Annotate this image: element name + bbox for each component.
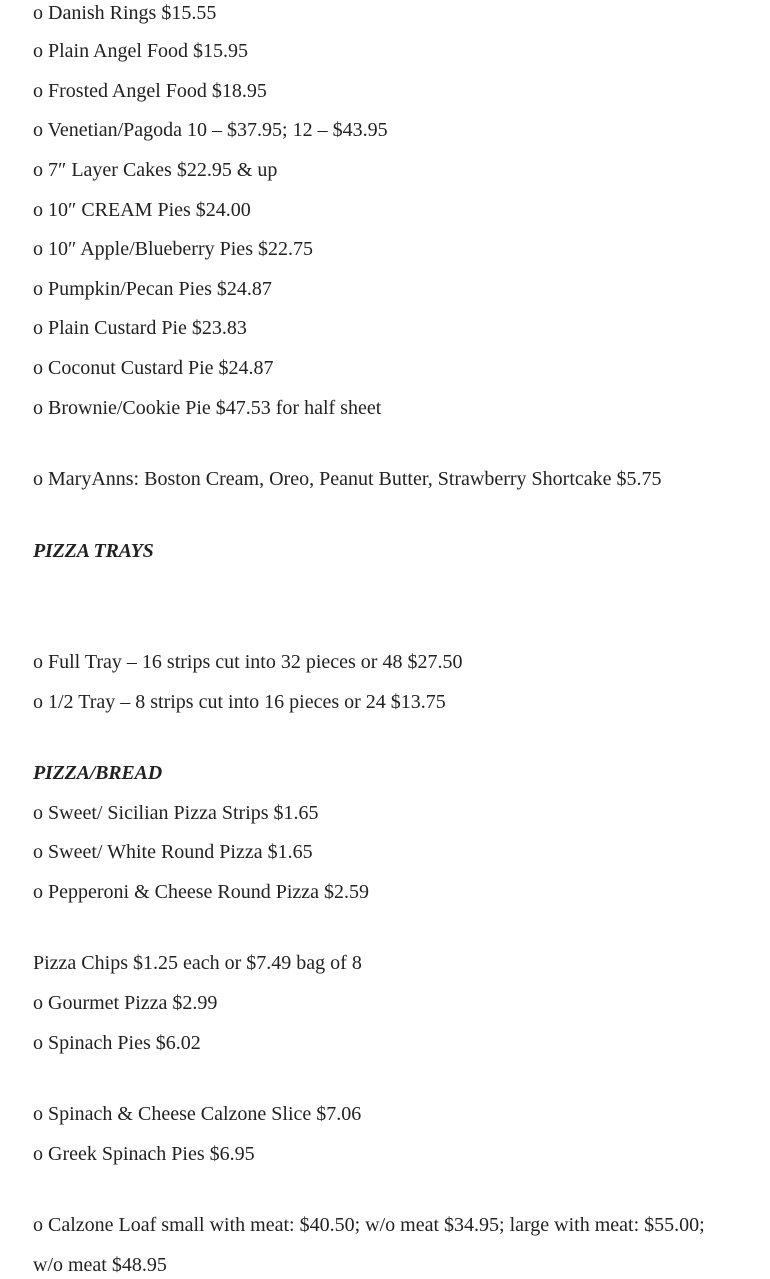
- menu-item-sweet-sicilian-strips: o Sweet/ Sicilian Pizza Strips $1.65: [33, 802, 319, 824]
- menu-item-pepperoni-cheese-round: o Pepperoni & Cheese Round Pizza $2.59: [33, 881, 370, 903]
- menu-item-greek-spinach-pies: o Greek Spinach Pies $6.95: [33, 1143, 255, 1165]
- menu-item-maryanns: o MaryAnns: Boston Cream, Oreo, Peanut Butter, Strawberry Shortcake $5.75: [33, 468, 662, 490]
- menu-item-calzone-loaf: o Calzone Loaf small with meat: $40.50; w/o meat $34.95; large with meat: $55.00;: [33, 1214, 705, 1236]
- menu-item-calzone-slice: o Spinach & Cheese Calzone Slice $7.06: [33, 1103, 362, 1125]
- menu-item-brownie-cookie-pie: o Brownie/Cookie Pie $47.53 for half sheet: [33, 397, 382, 419]
- menu-item-cream-pies: o 10″ CREAM Pies $24.00: [33, 199, 251, 221]
- menu-item-frosted-angel-food: o Frosted Angel Food $18.95: [33, 80, 267, 102]
- menu-item-venetian-pagoda: o Venetian/Pagoda 10 – $37.95; 12 – $43.95: [33, 119, 388, 141]
- menu-item-half-tray: o 1/2 Tray – 8 strips cut into 16 pieces or 24 $13.75: [33, 691, 446, 713]
- menu-item-gourmet-pizza: o Gourmet Pizza $2.99: [33, 992, 218, 1014]
- menu-item-pizza-chips: Pizza Chips $1.25 each or $7.49 bag of 8: [33, 952, 362, 974]
- menu-item-spinach-pies: o Spinach Pies $6.02: [33, 1032, 201, 1054]
- menu-item-plain-custard-pie: o Plain Custard Pie $23.83: [33, 317, 247, 339]
- section-heading-pizza-bread: PIZZA/BREAD: [33, 762, 162, 784]
- menu-item-sweet-white-round: o Sweet/ White Round Pizza $1.65: [33, 841, 313, 863]
- menu-item-apple-blueberry-pies: o 10″ Apple/Blueberry Pies $22.75: [33, 238, 313, 260]
- menu-item-plain-angel-food: o Plain Angel Food $15.95: [33, 40, 249, 62]
- section-heading-pizza-trays: PIZZA TRAYS: [33, 540, 154, 562]
- menu-item-layer-cakes: o 7″ Layer Cakes $22.95 & up: [33, 159, 278, 181]
- menu-item-danish-rings: o Danish Rings $15.55: [33, 2, 217, 24]
- menu-item-full-tray: o Full Tray – 16 strips cut into 32 pieces or 48 $27.50: [33, 651, 463, 673]
- menu-item-pumpkin-pecan-pies: o Pumpkin/Pecan Pies $24.87: [33, 278, 272, 300]
- menu-item-coconut-custard-pie: o Coconut Custard Pie $24.87: [33, 357, 274, 379]
- menu-item-calzone-loaf-continued: w/o meat $48.95: [33, 1254, 167, 1276]
